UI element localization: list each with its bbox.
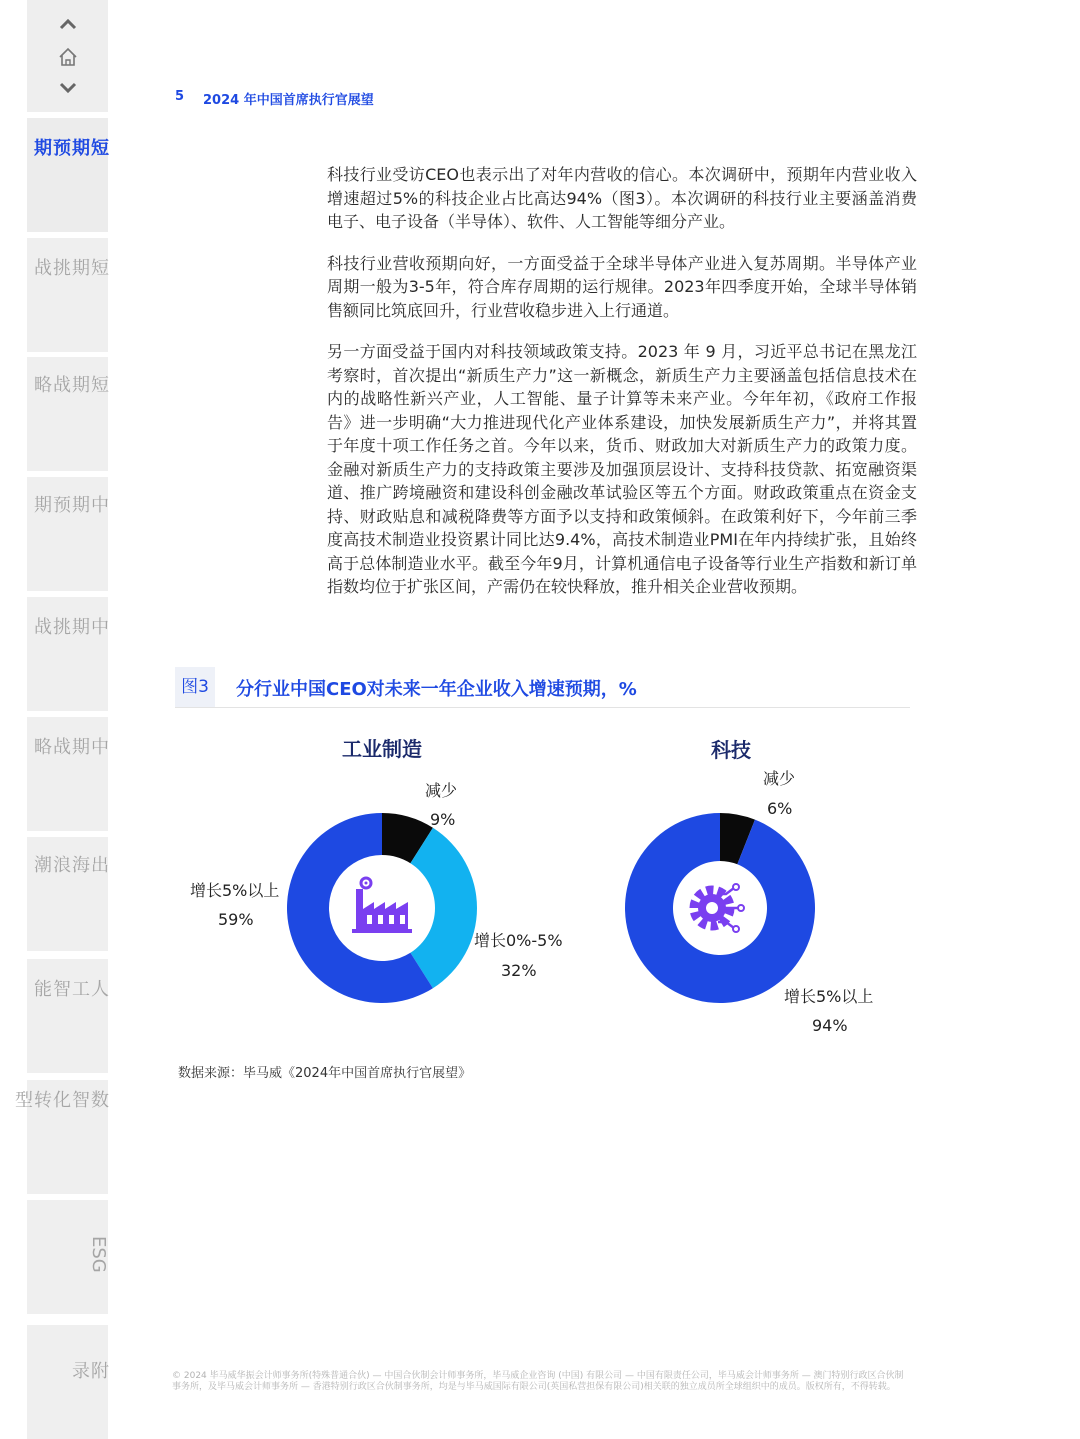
slice-label: 增长0%-5%	[474, 931, 563, 950]
nav-item-label: 数智化转型	[12, 1090, 109, 1108]
donut-slice	[410, 828, 477, 988]
slice-label: 增长5%以上	[190, 881, 280, 900]
slice-label: 增长5%以上	[784, 987, 874, 1006]
copyright-footer: © 2024 毕马威华振会计师事务所(特殊普通合伙) — 中国合伙制会计师事务所，毕马威企业咨询 (中国) 有限公司 — 中国有限责任公司，毕马威会计师事务所 — 澳门特别行政区合伙制事务所，及毕马威会计师事务所 — 香港特别行政区合伙制事务所，均是与毕马威国际有限公司(英国私营担保有限公司)相关联的独立成员所全球组织中的成员。版权所有，不得转载。	[172, 1371, 904, 1392]
nav-item-label: ESG	[88, 1236, 109, 1273]
nav-item-label: 附录	[69, 1361, 109, 1379]
nav-item-label: 人工智能	[31, 979, 109, 997]
slice-value: 94%	[812, 1016, 848, 1035]
slice-value: 6%	[767, 799, 793, 818]
paragraph: 科技行业营收预期向好，一方面受益于全球半导体产业进入复苏周期。半导体产业周期一般为3-5年，符合库存周期的运行规律。2023年四季度开始，全球半导体销售额同比筑底回升，行业营收稳步进入上行通道。	[327, 253, 917, 320]
slice-label: 减少	[763, 769, 796, 788]
page-number: 5	[175, 89, 185, 104]
paragraph: 科技行业受访CEO也表示出了对年内营收的信心。本次调研中，预期年内营业收入增速超过5%的科技企业占比高达94%（图3）。本次调研的科技行业主要涵盖消费电子、电子设备（半导体）、软件、人工智能等细分产业。	[327, 165, 917, 231]
factory-icon	[352, 878, 412, 933]
nav-item-label: 出海浪潮	[31, 855, 109, 873]
chart-title-industrial: 工业制造	[342, 737, 422, 761]
nav-item-label: 短期挑战	[31, 258, 109, 276]
nav-item-label: 短期预期	[31, 138, 109, 156]
nav-item-label: 中期预期	[31, 495, 109, 513]
figure-title: 分行业中国CEO对未来一年企业收入增速预期，%	[236, 679, 637, 700]
nav-item-label: 中期挑战	[31, 617, 109, 635]
slice-label: 减少	[425, 781, 458, 800]
slice-value: 9%	[430, 810, 456, 829]
slice-value: 59%	[218, 910, 254, 929]
nav-item-label: 中期战略	[31, 737, 109, 755]
nav-item-label: 短期战略	[31, 375, 109, 393]
figure-label: 图3	[175, 667, 215, 707]
gear-circuit-icon	[694, 884, 744, 932]
paragraph: 另一方面受益于国内对科技领域政策支持。2023 年 9 月，习近平总书记在黑龙江考察时，首次提出“新质生产力”这一新概念，新质生产力主要涵盖包括信息技术在内的战略性新兴产业，人工智能、量子计算等未来产业。今年年初，《政府工作报告》进一步明确“大力推进现代化产业体系建设，加快发展新质生产力”，并将其置于年度十项工作任务之首。今年以来，货币、财政加大对新质生产力的政策力度。金融对新质生产力的支持政策主要涉及加强顶层设计、支持科技贷款、拓宽融资渠道、推广跨境融资和建设科创金融改革试验区等五个方面。财政政策重点在资金支持、财政贴息和减税降费等方面予以支持和政策倾斜。在政策利好下，今年前三季度高技术制造业投资累计同比达9.4%，高技术制造业PMI在年内持续扩张，且始终高于总体制造业水平。截至今年9月，计算机通信电子设备等行业生产指数和新订单指数均位于扩张区间，产需仍在较快释放，推升相关企业营收预期。	[327, 342, 917, 596]
chart-title-tech: 科技	[711, 738, 751, 762]
slice-value: 32%	[501, 961, 537, 980]
data-source: 数据来源：毕马威《2024年中国首席执行官展望》	[178, 1066, 472, 1081]
document-title: 2024 年中国首席执行官展望	[203, 93, 374, 108]
